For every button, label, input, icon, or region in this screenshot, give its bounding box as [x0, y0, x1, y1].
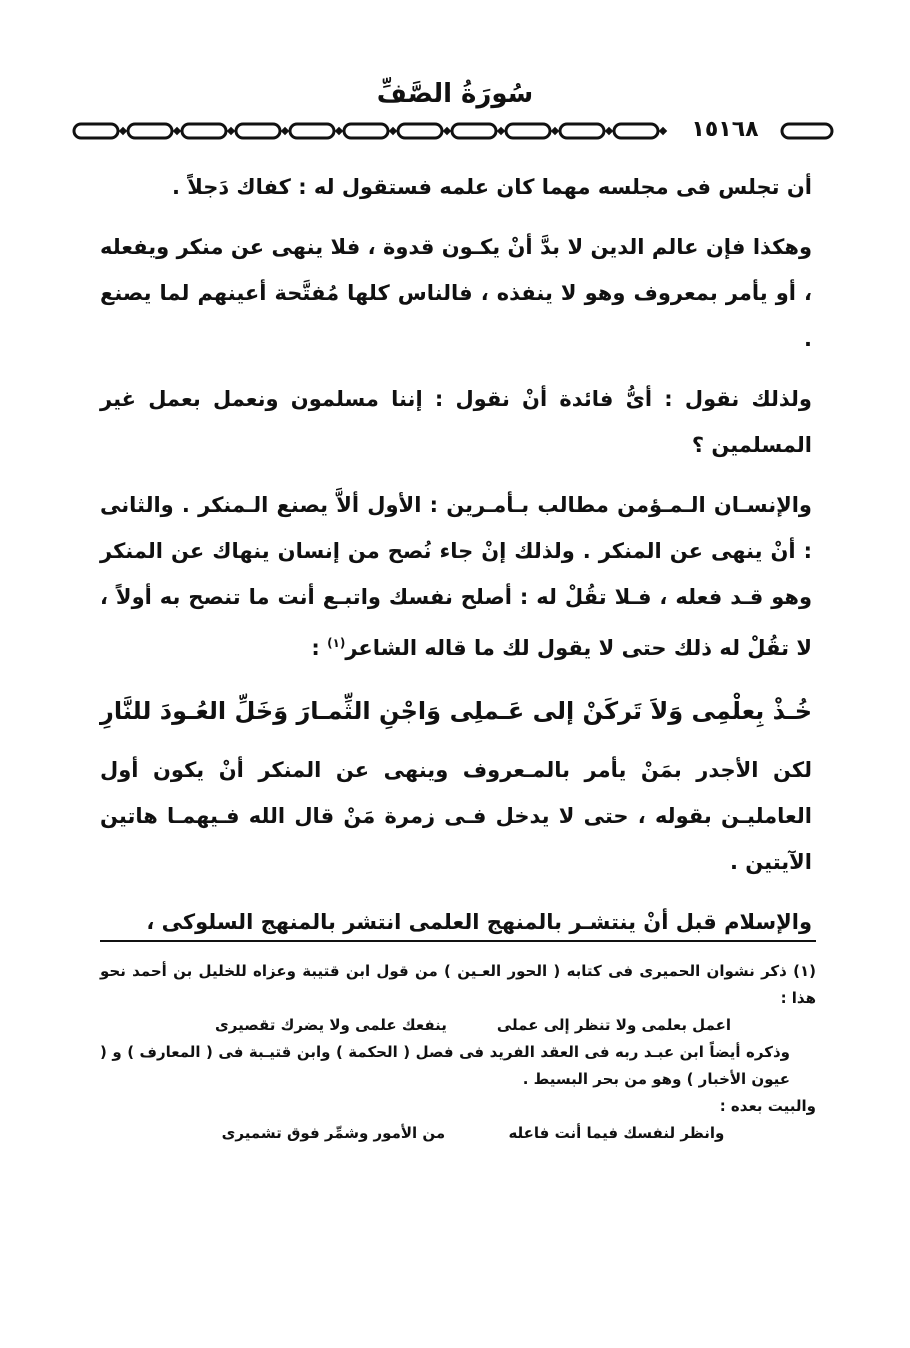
verse-second-hemistich: وَاجْنِ الثِّمـارَ وَخَلِّ العُـودَ للنَّارِ: [100, 697, 442, 725]
paragraph-4-text: والإنسـان الـمـؤمن مطالب بـأمـرين : الأول ألاَّ يصنع الـمنكر . والثانى : أنْ ينهى عن المنكر . ولذلك إنْ جاء نُصح من إنسان ينهاك عن المنكر وهو قـد فعله ، فـلا تقُلْ له : أصلح نفسك واتبـع أنت ما تنصح به أولاً ، لا تقُلْ له ذلك حتى لا يقول لك ما قاله الشاعر: [100, 493, 812, 660]
main-text: [100, 164, 812, 959]
poetry-verse: [100, 685, 812, 737]
paragraph-5: لكن الأجدر بمَنْ يأمر بالمـعروف وينهى عن المنكر أنْ يكون أول العامليـن بقوله ، حتى لا يدخل فـى زمرة مَنْ قال الله فـيهمـا هاتين الآيتين .: [100, 758, 812, 874]
chain-link: [506, 124, 550, 138]
footnote-marker[interactable]: (١): [327, 636, 346, 650]
footnote-1-source: وذكره أيضاً ابن عبـد ربه فى العقد الفريد فى فصل ( الحكمة ) وابن قتيـبة فى ( المعارف ) و ( عيون الأخبار ) وهو من بحر البسيط .: [100, 1043, 790, 1088]
chain-dot: [119, 127, 127, 135]
chain-dot: [497, 127, 505, 135]
footnotes: [100, 958, 816, 1147]
chain-dot: [659, 127, 667, 135]
chain-link: [782, 124, 832, 138]
footnote-verse-2: [100, 1120, 816, 1147]
verse-first-hemistich: خُـذْ بِعلْمِى وَلاَ تَركَنْ إلى عَـملِى: [449, 697, 812, 725]
page-number: ١٥١٦٨: [678, 116, 772, 144]
paragraph-1: أن تجلس فى مجلسه مهما كان علمه فستقول له : كفاك دَجلاً .: [171, 175, 812, 199]
footnote-verse-2-first: وانظر لنفسك فيما أنت فاعله: [508, 1124, 725, 1142]
chain-link: [344, 124, 388, 138]
footnote-1-next-verse-label: والبيت بعده :: [719, 1097, 816, 1115]
chain-dot: [173, 127, 181, 135]
footnote-verse-1: [100, 1012, 816, 1039]
paragraph-2: وهكذا فإن عالم الدين لا بدَّ أنْ يكـون قدوة ، فلا ينهى عن منكر ويفعله ، أو يأمر بمعروف وهو لا ينفذه ، فالناس كلها مُفتَّحة أعينهم لما يصنع .: [100, 235, 812, 351]
chain-link: [182, 124, 226, 138]
chain-dot: [443, 127, 451, 135]
footnote-verse-1-second: ينفعك علمى ولا يضرك تقصيرى: [215, 1016, 447, 1034]
chain-link: [398, 124, 442, 138]
chain-link: [236, 124, 280, 138]
chain-dot: [551, 127, 559, 135]
paragraph-4: [100, 482, 812, 671]
chain-link: [452, 124, 496, 138]
chain-link: [614, 124, 658, 138]
footnote-divider: [100, 940, 816, 942]
footnote-verse-2-second: من الأمور وشمِّر فوق تشميرى: [221, 1124, 446, 1142]
chain-dot: [281, 127, 289, 135]
paragraph-6: والإسلام قبل أنْ ينتشـر بالمنهج العلمى انتشر بالمنهج السلوكى ،: [146, 910, 812, 934]
chain-dot: [227, 127, 235, 135]
chain-link: [290, 124, 334, 138]
paragraph-4-end: :: [311, 636, 328, 660]
surah-title: سُورَةُ الصَّفِّ: [376, 79, 534, 109]
chain-link: [128, 124, 172, 138]
chain-link: [560, 124, 604, 138]
chain-link: [74, 124, 118, 138]
paragraph-3: ولذلك نقول : أىُّ فائدة أنْ نقول : إننا مسلمون ونعمل بعمل غير المسلمين ؟: [100, 387, 812, 457]
chain-dot: [335, 127, 343, 135]
footnote-verse-1-first: اعمل بعلمى ولا تنظر إلى عملى: [496, 1016, 732, 1034]
chain-dot: [605, 127, 613, 135]
chain-dot: [389, 127, 397, 135]
footnote-1-intro: (١) ذكر نشوان الحميرى فى كتابه ( الحور العـين ) من قول ابن قتيبة وعزاه للخليل بن أحمد نحو هذا :: [100, 962, 816, 1007]
